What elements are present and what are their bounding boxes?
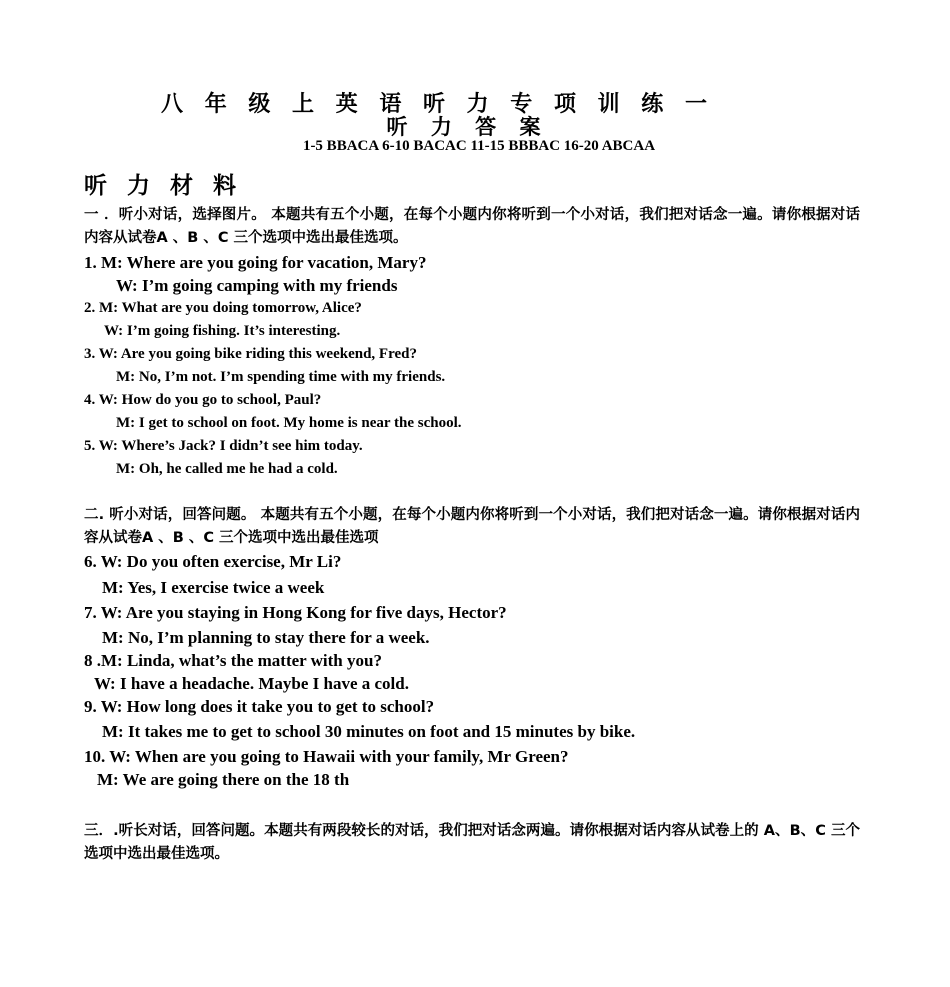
section1-instruction: 一 ．听小对话，选择图片。 本题共有五个小题，在每个小题内你将听到一个小对话，我们把对话念一遍。请你根据对话内容从试卷A 、B 、C 三个选项中选出最佳选项。 xyxy=(84,207,860,246)
dialogue-line: W: I have a headache. Maybe I have a cold. xyxy=(94,674,409,693)
dialogue-line: W: I’m going camping with my friends xyxy=(116,276,398,295)
dialogue-line: M: No, I’m not. I’m spending time with my friends. xyxy=(116,369,446,385)
dialogue-line: 3. W: Are you going bike riding this weekend, Fred? xyxy=(84,346,417,362)
dialogue-line: 1. M: Where are you going for vacation, Mary? xyxy=(84,253,427,272)
section2-instruction: 二. 听小对话，回答问题。 本题共有五个小题，在每个小题内你将听到一个小对话，我们把对话念一遍。请你根据对话内容从试卷A 、B 、C 三个选项中选出最佳选项 xyxy=(84,507,860,546)
answer-key: 1-5 BBACA 6-10 BACAC 11-15 BBBAC 16-20 ABCAA xyxy=(302,138,656,154)
dialogue-line: 7. W: Are you staying in Hong Kong for five days, Hector? xyxy=(84,603,507,622)
dialogue-line: 9. W: How long does it take you to get to school? xyxy=(84,697,435,716)
dialogue-line: 4. W: How do you go to school, Paul? xyxy=(84,392,322,408)
dialogue-line: M: Oh, he called me he had a cold. xyxy=(116,461,338,477)
dialogue-line: 2. M: What are you doing tomorrow, Alice? xyxy=(84,300,362,316)
material-heading: 听 力 材 料 xyxy=(84,173,243,199)
document-subtitle: 听 力 答 案 xyxy=(386,115,549,139)
dialogue-line: 6. W: Do you often exercise, Mr Li? xyxy=(84,552,342,571)
dialogue-line: W: I’m going fishing. It’s interesting. xyxy=(104,323,341,339)
dialogue-line: 10. W: When are you going to Hawaii with your family, Mr Green? xyxy=(84,747,569,766)
document-title: 八 年 级 上 英 语 听 力 专 项 训 练 一 xyxy=(161,92,714,117)
dialogue-line: M: I get to school on foot. My home is near the school. xyxy=(116,415,462,431)
dialogue-line: 8 .M: Linda, what’s the matter with you? xyxy=(84,651,382,670)
dialogue-line: M: No, I’m planning to stay there for a week. xyxy=(102,628,430,647)
dialogue-line: 5. W: Where’s Jack? I didn’t see him today. xyxy=(84,438,363,454)
section3-instruction: 三．.听长对话，回答问题。本题共有两段较长的对话，我们把对话念两遍。请你根据对话内容从试卷上的 A、B、C 三个选项中选出最佳选项。 xyxy=(84,823,860,862)
dialogue-line: M: We are going there on the 18 th xyxy=(97,770,350,789)
dialogue-line: M: It takes me to get to school 30 minutes on foot and 15 minutes by bike. xyxy=(102,722,636,741)
dialogue-line: M: Yes, I exercise twice a week xyxy=(102,578,325,597)
